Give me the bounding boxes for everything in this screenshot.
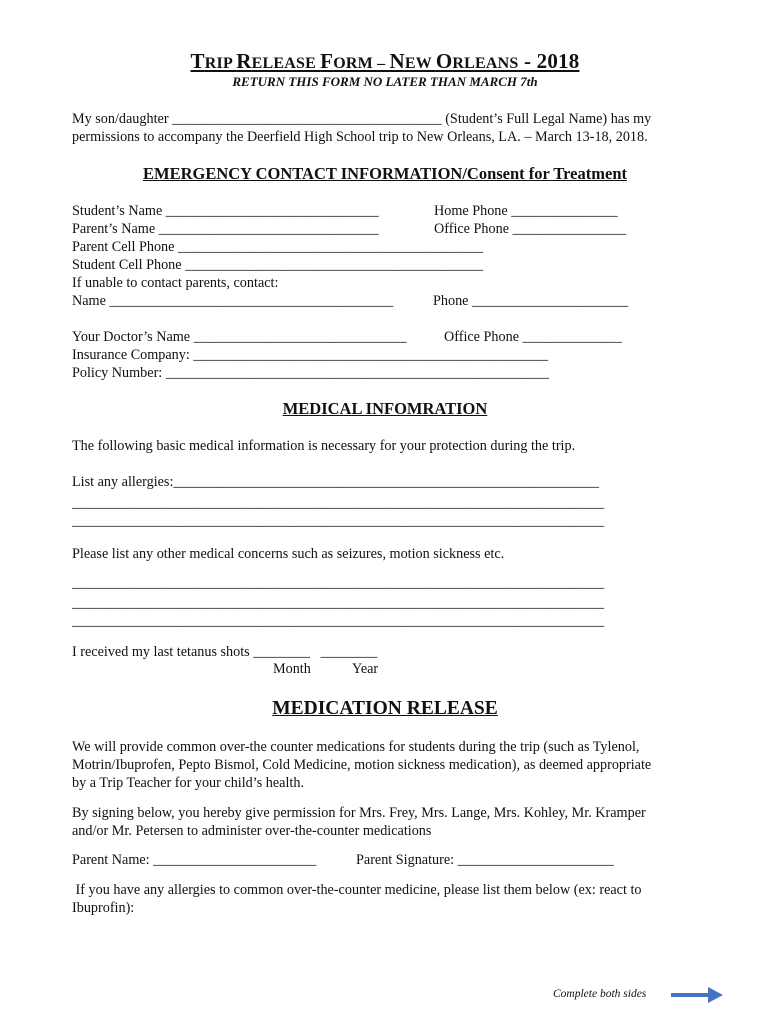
allergies-line[interactable]: ___________________________________________________________________________ (72, 513, 605, 529)
otc-allergy-prompt: If you have any allergies to common over-the-counter medicine, please list them below (ex: react to (72, 882, 642, 898)
permission-paragraph-line: and/or Mr. Petersen to administer over-the-counter medications (72, 823, 432, 839)
month-label: Month (273, 661, 311, 677)
medication-paragraph-line: We will provide common over-the counter medications for students during the trip (such as Tylenol, (72, 739, 640, 755)
concerns-label: Please list any other medical concerns such as seizures, motion sickness etc. (72, 546, 505, 562)
parent-name-field[interactable]: Parent’s Name _______________________________ (72, 221, 379, 237)
allergies-field[interactable]: List any allergies:____________________________________________________________ (72, 474, 600, 490)
allergies-line[interactable]: ___________________________________________________________________________ (72, 495, 605, 511)
permission-paragraph-line: By signing below, you hereby give permission for Mrs. Frey, Mrs. Lange, Mrs. Kohley, Mr. Kramper (72, 805, 646, 821)
medical-heading: MEDICAL INFOMRATION (282, 399, 488, 418)
office-phone-field[interactable]: Office Phone ________________ (434, 221, 627, 237)
medication-paragraph-line: Motrin/Ibuprofen, Pepto Bismol, Cold Medicine, motion sickness medication), as deemed appropriate (72, 757, 652, 773)
parent-cell-field[interactable]: Parent Cell Phone ___________________________________________ (72, 239, 484, 255)
parent-signature-field[interactable]: Parent Signature: ______________________ (356, 852, 614, 868)
page-title: TRIP RELEASE FORM – NEW ORLEANS - 2018 (190, 49, 580, 73)
emergency-heading: EMERGENCY CONTACT INFORMATION/Consent for Treatment (143, 164, 627, 183)
alternate-phone-field[interactable]: Phone ______________________ (433, 293, 629, 309)
student-cell-field[interactable]: Student Cell Phone __________________________________________ (72, 257, 484, 273)
concerns-line[interactable]: ___________________________________________________________________________ (72, 595, 605, 611)
arrow-right-icon (670, 986, 724, 1004)
medical-intro: The following basic medical information is necessary for your protection during the trip. (72, 438, 576, 454)
doctor-name-field[interactable]: Your Doctor’s Name ______________________________ (72, 329, 407, 345)
student-name-field[interactable]: Student’s Name ______________________________ (72, 203, 379, 219)
doctor-phone-field[interactable]: Office Phone ______________ (444, 329, 622, 345)
intro-line-2: permissions to accompany the Deerfield High School trip to New Orleans, LA. – March 13-18, 2018. (72, 129, 648, 145)
concerns-line[interactable]: ___________________________________________________________________________ (72, 613, 605, 629)
concerns-line[interactable]: ___________________________________________________________________________ (72, 575, 605, 591)
policy-number-field[interactable]: Policy Number: ______________________________________________________ (72, 365, 549, 381)
intro-line-1[interactable]: My son/daughter ______________________________________ (Student’s Full Legal Name) has my (72, 111, 652, 127)
tetanus-field[interactable]: I received my last tetanus shots ________ ________ (72, 644, 378, 660)
medication-heading: MEDICATION RELEASE (272, 698, 498, 719)
medication-paragraph-line: by a Trip Teacher for your child’s health. (72, 775, 304, 791)
alternate-contact-label: If unable to contact parents, contact: (72, 275, 279, 291)
year-label: Year (352, 661, 379, 677)
parent-name-signature-field[interactable]: Parent Name: _______________________ (72, 852, 317, 868)
complete-both-sides-note: Complete both sides (553, 988, 647, 1000)
alternate-name-field[interactable]: Name ________________________________________ (72, 293, 394, 309)
home-phone-field[interactable]: Home Phone _______________ (434, 203, 618, 219)
insurance-field[interactable]: Insurance Company: __________________________________________________ (72, 347, 549, 363)
otc-allergy-prompt: Ibuprofin): (72, 900, 135, 916)
return-deadline: RETURN THIS FORM NO LATER THAN MARCH 7th (232, 74, 538, 89)
